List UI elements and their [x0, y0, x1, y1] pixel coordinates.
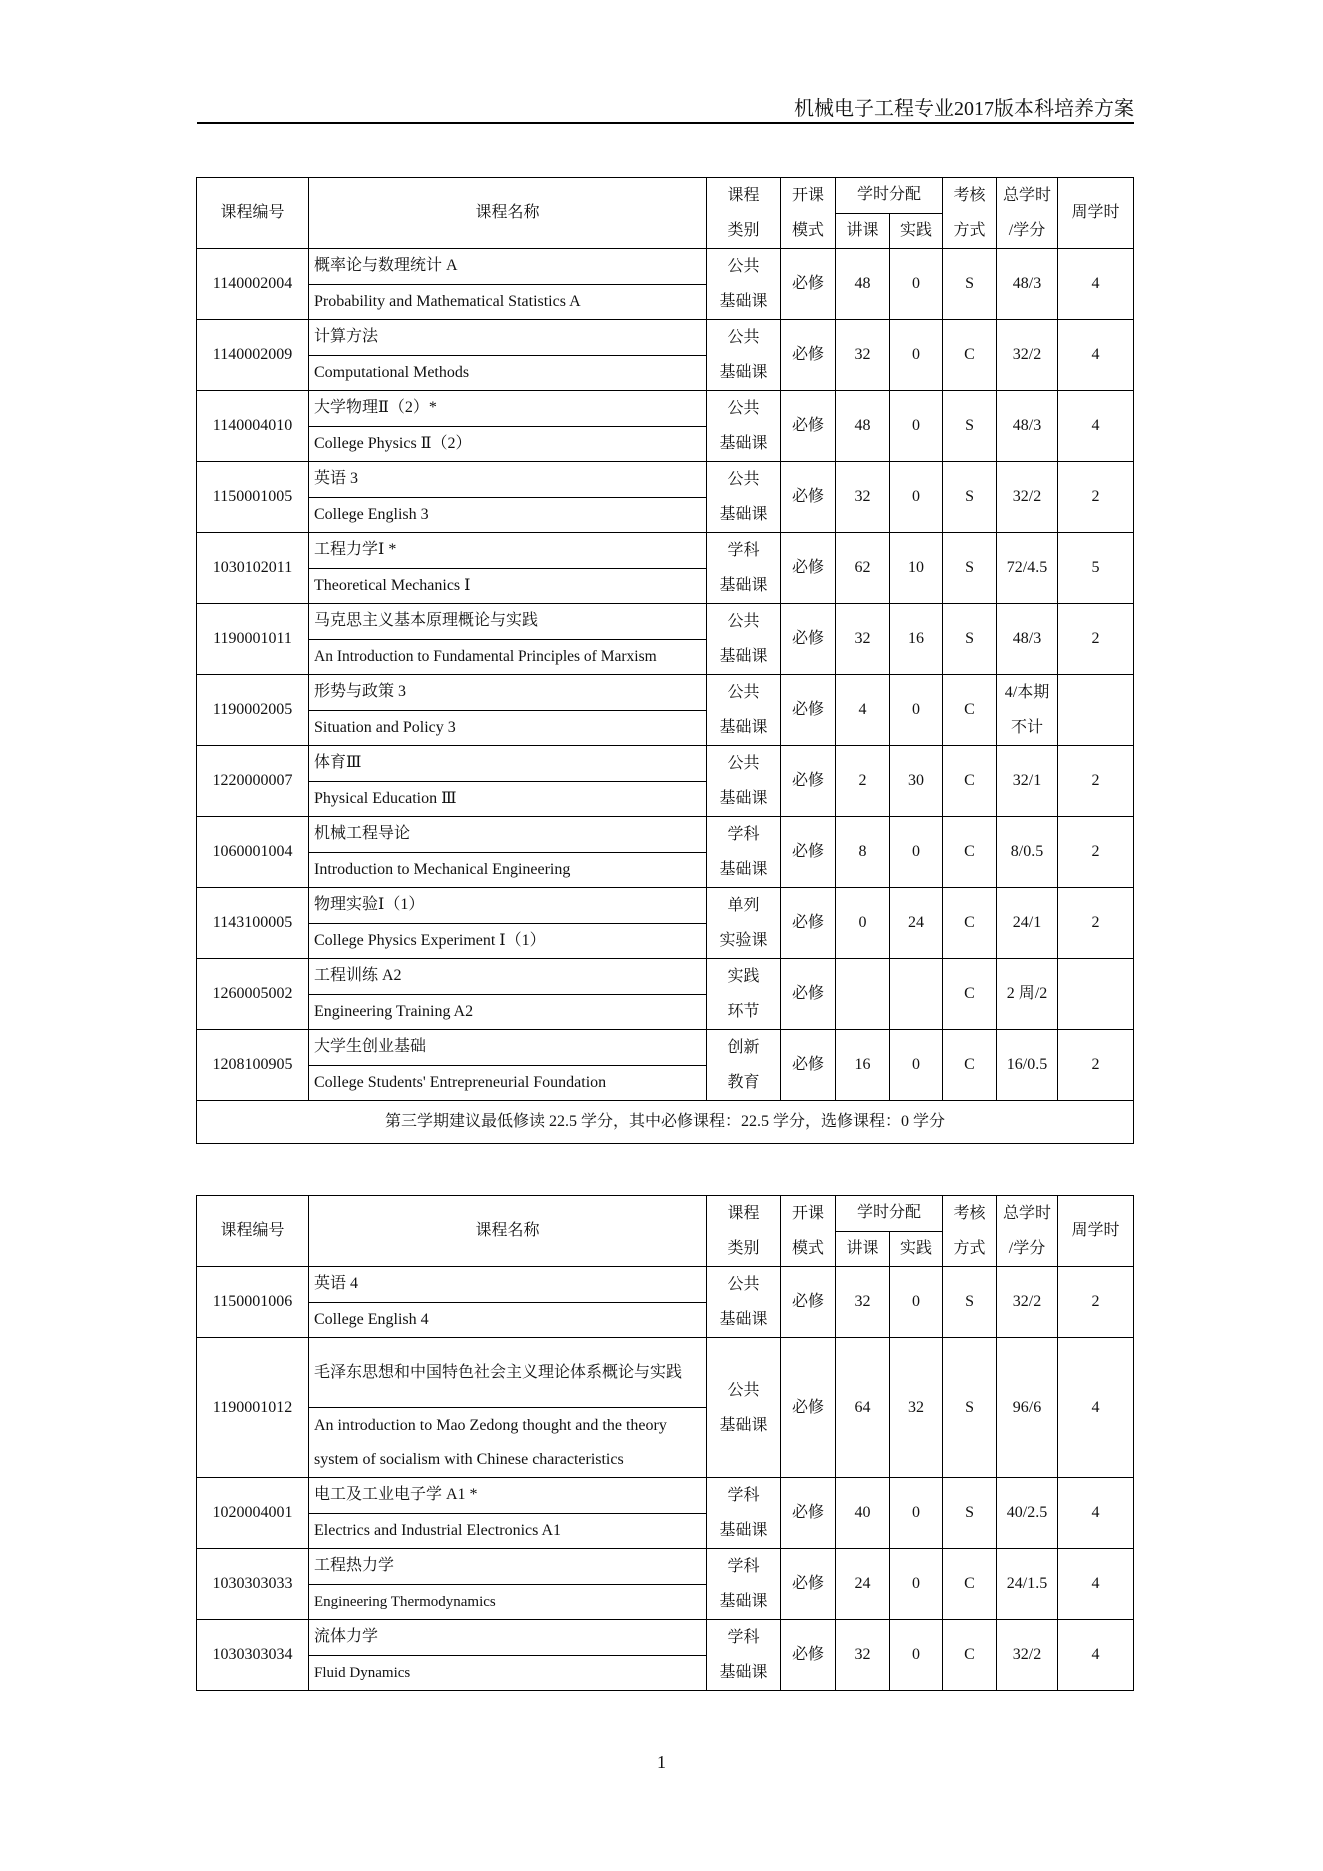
- practice-hours: 24: [890, 888, 943, 959]
- lecture-hours: 32: [836, 320, 890, 391]
- practice-hours: 0: [890, 320, 943, 391]
- course-code: 1150001005: [197, 462, 309, 533]
- course-code: 1030303033: [197, 1549, 309, 1620]
- course-category: 学科 基础课: [707, 1549, 781, 1620]
- weekly-hours: 4: [1058, 1620, 1134, 1691]
- course-name-en: Engineering Thermodynamics: [309, 1584, 707, 1620]
- course-row: [197, 320, 1134, 356]
- lecture-hours: 32: [836, 604, 890, 675]
- course-name-cn: 工程力学Ⅰ *: [309, 533, 707, 569]
- exam-type: S: [943, 1267, 997, 1338]
- course-mode: 必修: [781, 1549, 836, 1620]
- course-row: [197, 533, 1134, 569]
- course-code: 1030102011: [197, 533, 309, 604]
- practice-hours: 0: [890, 1478, 943, 1549]
- practice-hours: 0: [890, 1030, 943, 1101]
- course-name-en: An Introduction to Fundamental Principles of Marxism: [309, 639, 707, 675]
- page-number: 1: [657, 1752, 666, 1772]
- weekly-hours: [1058, 675, 1134, 746]
- practice-hours: 0: [890, 1549, 943, 1620]
- course-mode: 必修: [781, 675, 836, 746]
- total-hours-credits: 4/本期 不计: [997, 675, 1058, 746]
- course-category: 公共 基础课: [707, 1267, 781, 1338]
- exam-type: S: [943, 391, 997, 462]
- course-mode: 必修: [781, 1478, 836, 1549]
- lecture-hours: 48: [836, 391, 890, 462]
- course-row: [197, 1620, 1134, 1656]
- practice-hours: 0: [890, 462, 943, 533]
- lecture-hours: 2: [836, 746, 890, 817]
- lecture-hours: 4: [836, 675, 890, 746]
- course-code: 1208100905: [197, 1030, 309, 1101]
- total-hours-credits: 40/2.5: [997, 1478, 1058, 1549]
- exam-type: C: [943, 1549, 997, 1620]
- lecture-hours: 32: [836, 462, 890, 533]
- course-category: 创新 教育: [707, 1030, 781, 1101]
- course-name-en: Theoretical Mechanics Ⅰ: [309, 568, 707, 604]
- course-mode: 必修: [781, 746, 836, 817]
- total-hours-credits: 2 周/2: [997, 959, 1058, 1030]
- col-header-code: 课程编号: [197, 178, 309, 249]
- course-mode: 必修: [781, 959, 836, 1030]
- course-name-en: Probability and Mathematical Statistics A: [309, 284, 707, 320]
- course-row: [197, 746, 1134, 782]
- course-name-cn: 概率论与数理统计 A: [309, 249, 707, 285]
- course-mode: 必修: [781, 1338, 836, 1478]
- course-name-en: Situation and Policy 3: [309, 710, 707, 746]
- total-hours-credits: 32/2: [997, 1620, 1058, 1691]
- course-code: 1060001004: [197, 817, 309, 888]
- weekly-hours: 2: [1058, 1267, 1134, 1338]
- exam-type: C: [943, 320, 997, 391]
- exam-type: S: [943, 1478, 997, 1549]
- col-header-weekly: 周学时: [1058, 1196, 1134, 1267]
- col-header-name: 课程名称: [309, 178, 707, 249]
- lecture-hours: 48: [836, 249, 890, 320]
- col-header-code: 课程编号: [197, 1196, 309, 1267]
- course-table-semester-4: [196, 1195, 1134, 1691]
- lecture-hours: 62: [836, 533, 890, 604]
- course-code: 1140002004: [197, 249, 309, 320]
- exam-type: S: [943, 533, 997, 604]
- course-name-cn: 电工及工业电子学 A1 *: [309, 1478, 707, 1514]
- col-header-practice: 实践: [890, 1231, 943, 1267]
- practice-hours: 0: [890, 1620, 943, 1691]
- course-category: 公共 基础课: [707, 1338, 781, 1478]
- total-hours-credits: 32/2: [997, 320, 1058, 391]
- course-row: [197, 1338, 1134, 1408]
- course-name-cn: 毛泽东思想和中国特色社会主义理论体系概论与实践: [309, 1338, 707, 1408]
- weekly-hours: 4: [1058, 1549, 1134, 1620]
- course-mode: 必修: [781, 533, 836, 604]
- weekly-hours: 2: [1058, 746, 1134, 817]
- course-code: 1220000007: [197, 746, 309, 817]
- course-code: 1260005002: [197, 959, 309, 1030]
- col-header-practice: 实践: [890, 213, 943, 249]
- course-row: [197, 1549, 1134, 1585]
- course-code: 1150001006: [197, 1267, 309, 1338]
- lecture-hours: 16: [836, 1030, 890, 1101]
- total-hours-credits: 24/1.5: [997, 1549, 1058, 1620]
- course-name-en: College English 3: [309, 497, 707, 533]
- exam-type: C: [943, 1620, 997, 1691]
- course-mode: 必修: [781, 320, 836, 391]
- col-header-hours: 学时分配: [836, 1196, 943, 1232]
- course-row: [197, 249, 1134, 285]
- course-name-cn: 工程训练 A2: [309, 959, 707, 995]
- total-hours-credits: 8/0.5: [997, 817, 1058, 888]
- exam-type: S: [943, 249, 997, 320]
- course-row: [197, 1267, 1134, 1303]
- weekly-hours: 2: [1058, 462, 1134, 533]
- course-name-cn: 大学生创业基础: [309, 1030, 707, 1066]
- course-category: 学科 基础课: [707, 533, 781, 604]
- course-code: 1190001011: [197, 604, 309, 675]
- exam-type: C: [943, 1030, 997, 1101]
- course-name-en: College Students' Entrepreneurial Foundation: [309, 1065, 707, 1101]
- course-category: 学科 基础课: [707, 817, 781, 888]
- weekly-hours: 4: [1058, 391, 1134, 462]
- weekly-hours: 2: [1058, 604, 1134, 675]
- lecture-hours: 0: [836, 888, 890, 959]
- course-name-cn: 体育Ⅲ: [309, 746, 707, 782]
- course-name-cn: 形势与政策 3: [309, 675, 707, 711]
- course-name-en: College Physics Ⅱ（2）: [309, 426, 707, 462]
- course-mode: 必修: [781, 249, 836, 320]
- course-name-cn: 英语 3: [309, 462, 707, 498]
- col-header-lecture: 讲课: [836, 213, 890, 249]
- course-category: 公共 基础课: [707, 746, 781, 817]
- course-name-cn: 计算方法: [309, 320, 707, 356]
- col-header-hours: 学时分配: [836, 178, 943, 214]
- course-row: [197, 462, 1134, 498]
- total-hours-credits: 24/1: [997, 888, 1058, 959]
- course-mode: 必修: [781, 1267, 836, 1338]
- header-row: [197, 1196, 1134, 1232]
- col-header-exam: 考核 方式: [943, 1196, 997, 1267]
- col-header-total: 总学时 /学分: [997, 1196, 1058, 1267]
- course-name-cn: 工程热力学: [309, 1549, 707, 1585]
- course-name-en: Engineering Training A2: [309, 994, 707, 1030]
- weekly-hours: 4: [1058, 1338, 1134, 1478]
- header-row: [197, 178, 1134, 214]
- col-header-total: 总学时 /学分: [997, 178, 1058, 249]
- course-row: [197, 391, 1134, 427]
- practice-hours: 0: [890, 391, 943, 462]
- summary-row: [197, 1101, 1134, 1144]
- total-hours-credits: 16/0.5: [997, 1030, 1058, 1101]
- semester-summary: 第三学期建议最低修读 22.5 学分，其中必修课程：22.5 学分，选修课程：0 学分: [197, 1101, 1134, 1144]
- course-category: 公共 基础课: [707, 462, 781, 533]
- practice-hours: 16: [890, 604, 943, 675]
- lecture-hours: 64: [836, 1338, 890, 1478]
- course-mode: 必修: [781, 888, 836, 959]
- course-row: [197, 817, 1134, 853]
- lecture-hours: 32: [836, 1267, 890, 1338]
- course-category: 学科 基础课: [707, 1478, 781, 1549]
- col-header-weekly: 周学时: [1058, 178, 1134, 249]
- course-name-en: Computational Methods: [309, 355, 707, 391]
- course-row: [197, 675, 1134, 711]
- total-hours-credits: 32/1: [997, 746, 1058, 817]
- total-hours-credits: 48/3: [997, 249, 1058, 320]
- exam-type: S: [943, 1338, 997, 1478]
- course-code: 1190002005: [197, 675, 309, 746]
- practice-hours: 10: [890, 533, 943, 604]
- course-name-cn: 机械工程导论: [309, 817, 707, 853]
- weekly-hours: 4: [1058, 1478, 1134, 1549]
- practice-hours: [890, 959, 943, 1030]
- weekly-hours: 5: [1058, 533, 1134, 604]
- course-name-en: Physical Education Ⅲ: [309, 781, 707, 817]
- course-code: 1030303034: [197, 1620, 309, 1691]
- lecture-hours: 8: [836, 817, 890, 888]
- course-row: [197, 888, 1134, 924]
- course-name-en: College Physics Experiment Ⅰ（1）: [309, 923, 707, 959]
- weekly-hours: 4: [1058, 249, 1134, 320]
- exam-type: C: [943, 959, 997, 1030]
- course-category: 学科 基础课: [707, 1620, 781, 1691]
- course-category: 单列 实验课: [707, 888, 781, 959]
- col-header-category: 课程 类别: [707, 1196, 781, 1267]
- lecture-hours: [836, 959, 890, 1030]
- exam-type: C: [943, 675, 997, 746]
- course-name-cn: 英语 4: [309, 1267, 707, 1303]
- exam-type: S: [943, 462, 997, 533]
- course-name-en: Introduction to Mechanical Engineering: [309, 852, 707, 888]
- course-mode: 必修: [781, 462, 836, 533]
- course-code: 1190001012: [197, 1338, 309, 1478]
- document-title: 机械电子工程专业2017版本科培养方案: [794, 98, 1134, 120]
- total-hours-credits: 32/2: [997, 462, 1058, 533]
- col-header-mode: 开课 模式: [781, 1196, 836, 1267]
- page-header: [197, 92, 1134, 124]
- course-row: [197, 1478, 1134, 1514]
- course-mode: 必修: [781, 391, 836, 462]
- lecture-hours: 40: [836, 1478, 890, 1549]
- exam-type: C: [943, 888, 997, 959]
- lecture-hours: 32: [836, 1620, 890, 1691]
- course-row: [197, 604, 1134, 640]
- col-header-category: 课程 类别: [707, 178, 781, 249]
- course-name-en: Fluid Dynamics: [309, 1655, 707, 1691]
- total-hours-credits: 72/4.5: [997, 533, 1058, 604]
- col-header-name: 课程名称: [309, 1196, 707, 1267]
- total-hours-credits: 32/2: [997, 1267, 1058, 1338]
- course-name-en: An introduction to Mao Zedong thought and the theory system of socialism with Chinese characteristics: [309, 1408, 707, 1478]
- exam-type: C: [943, 817, 997, 888]
- weekly-hours: 2: [1058, 817, 1134, 888]
- course-table-semester-3: [196, 177, 1134, 1144]
- practice-hours: 0: [890, 249, 943, 320]
- total-hours-credits: 48/3: [997, 391, 1058, 462]
- course-mode: 必修: [781, 1620, 836, 1691]
- course-category: 公共 基础课: [707, 320, 781, 391]
- practice-hours: 0: [890, 817, 943, 888]
- weekly-hours: 4: [1058, 320, 1134, 391]
- course-category: 实践 环节: [707, 959, 781, 1030]
- course-row: [197, 1030, 1134, 1066]
- course-name-cn: 大学物理Ⅱ（2）*: [309, 391, 707, 427]
- course-category: 公共 基础课: [707, 391, 781, 462]
- practice-hours: 0: [890, 1267, 943, 1338]
- practice-hours: 0: [890, 675, 943, 746]
- course-category: 公共 基础课: [707, 604, 781, 675]
- weekly-hours: [1058, 959, 1134, 1030]
- course-name-cn: 物理实验Ⅰ（1）: [309, 888, 707, 924]
- course-name-cn: 马克思主义基本原理概论与实践: [309, 604, 707, 640]
- course-code: 1140004010: [197, 391, 309, 462]
- course-mode: 必修: [781, 817, 836, 888]
- lecture-hours: 24: [836, 1549, 890, 1620]
- weekly-hours: 2: [1058, 1030, 1134, 1101]
- exam-type: S: [943, 604, 997, 675]
- weekly-hours: 2: [1058, 888, 1134, 959]
- course-code: 1143100005: [197, 888, 309, 959]
- practice-hours: 30: [890, 746, 943, 817]
- col-header-lecture: 讲课: [836, 1231, 890, 1267]
- total-hours-credits: 96/6: [997, 1338, 1058, 1478]
- col-header-exam: 考核 方式: [943, 178, 997, 249]
- course-code: 1020004001: [197, 1478, 309, 1549]
- course-category: 公共 基础课: [707, 675, 781, 746]
- exam-type: C: [943, 746, 997, 817]
- course-row: [197, 959, 1134, 995]
- course-name-cn: 流体力学: [309, 1620, 707, 1656]
- course-mode: 必修: [781, 604, 836, 675]
- course-category: 公共 基础课: [707, 249, 781, 320]
- course-mode: 必修: [781, 1030, 836, 1101]
- course-name-en: College English 4: [309, 1302, 707, 1338]
- practice-hours: 32: [890, 1338, 943, 1478]
- course-code: 1140002009: [197, 320, 309, 391]
- col-header-mode: 开课 模式: [781, 178, 836, 249]
- total-hours-credits: 48/3: [997, 604, 1058, 675]
- course-name-en: Electrics and Industrial Electronics A1: [309, 1513, 707, 1549]
